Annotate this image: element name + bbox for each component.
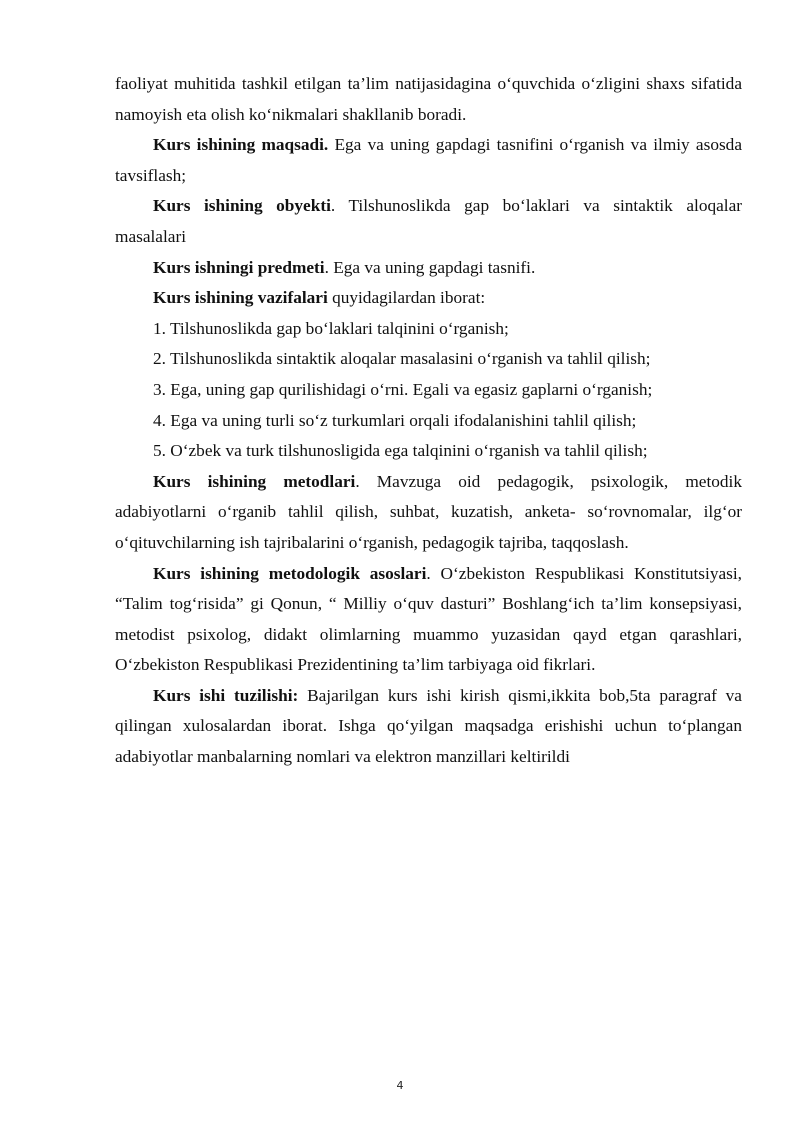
- foundations-paragraph: [115, 559, 742, 681]
- task-item: 1. Tilshunoslikda gap bo‘laklari talqinini o‘rganish;: [153, 318, 509, 338]
- task-item: 5. O‘zbek va turk tilshunosligida ega talqinini o‘rganish va tahlil qilish;: [153, 441, 648, 461]
- subject-paragraph: [115, 253, 742, 284]
- tasks-paragraph: [115, 283, 742, 314]
- goal-label: Kurs ishining maqsadi.: [153, 135, 329, 155]
- structure-label: Kurs ishi tuzilishi:: [153, 685, 299, 705]
- subject-text: . Ega va uning gapdagi tasnifi.: [324, 257, 536, 277]
- goal-text: Ega va uning gapdagi tasnifini o‘rganish va ilmiy asosda tavsiflash;: [115, 135, 742, 185]
- document-page: [115, 69, 742, 773]
- foundations-text: . O‘zbekiston Respublikasi Konstitutsiyasi, “Talim tog‘risida” gi Qonun, “ Milliy o‘quv dasturi” Boshlang‘ich ta’lim konsepsiyasi, metodist psixolog, didakt olimlarning muammo yuzasidan qayd etgan qarashlari, O‘zbekiston Respublikasi Prezidentining ta’lim tarbiyaga oid fikrlari.: [115, 563, 742, 675]
- object-text: . Tilshunoslikda gap bo‘laklari va sintaktik aloqalar masalalari: [115, 196, 742, 246]
- task-item: 3. Ega, uning gap qurilishidagi o‘rni. Egali va egasiz gaplarni o‘rganish;: [153, 379, 653, 399]
- page-number: 4: [396, 1079, 404, 1092]
- methods-label: Kurs ishining metodlari: [153, 471, 356, 491]
- foundations-label: Kurs ishining metodologik asoslari: [153, 563, 427, 583]
- structure-text: Bajarilgan kurs ishi kirish qismi,ikkita bob,5ta paragraf va qilingan xulosalardan iborat. Ishga qo‘yilgan maqsadga erishishi uchun to‘plangan adabiyotlar manbalarning nomlari va elektron manzillari keltirildi: [115, 685, 742, 767]
- structure-paragraph: [115, 681, 742, 773]
- intro-paragraph: [115, 69, 742, 130]
- subject-label: Kurs ishningi predmeti: [153, 257, 325, 277]
- methods-text: . Mavzuga oid pedagogik, psixologik, metodik adabiyotlarni o‘rganib tahlil qilish, suhbat, kuzatish, anketa- so‘rovnomalar, ilg‘or o‘qituvchilarning ish tajribalarini o‘rganish, pedagogik tajriba, taqqoslash.: [115, 471, 742, 552]
- object-label: Kurs ishining obyekti: [153, 196, 331, 216]
- methods-paragraph: [115, 467, 742, 559]
- goal-paragraph: [115, 130, 742, 191]
- tasks-label: Kurs ishining vazifalari: [153, 288, 328, 308]
- task-item: 2. Tilshunoslikda sintaktik aloqalar masalasini o‘rganish va tahlil qilish;: [153, 349, 651, 369]
- intro-text: faoliyat muhitida tashkil etilgan ta’lim natijasidagina o‘quvchida o‘zligini shaxs sifatida namoyish eta olish ko‘nikmalari shakllanib boradi.: [115, 74, 742, 124]
- object-paragraph: [115, 191, 742, 252]
- tasks-text: quyidagilardan iborat:: [327, 288, 486, 308]
- task-item: 4. Ega va uning turli so‘z turkumlari orqali ifodalanishini tahlil qilish;: [153, 410, 637, 430]
